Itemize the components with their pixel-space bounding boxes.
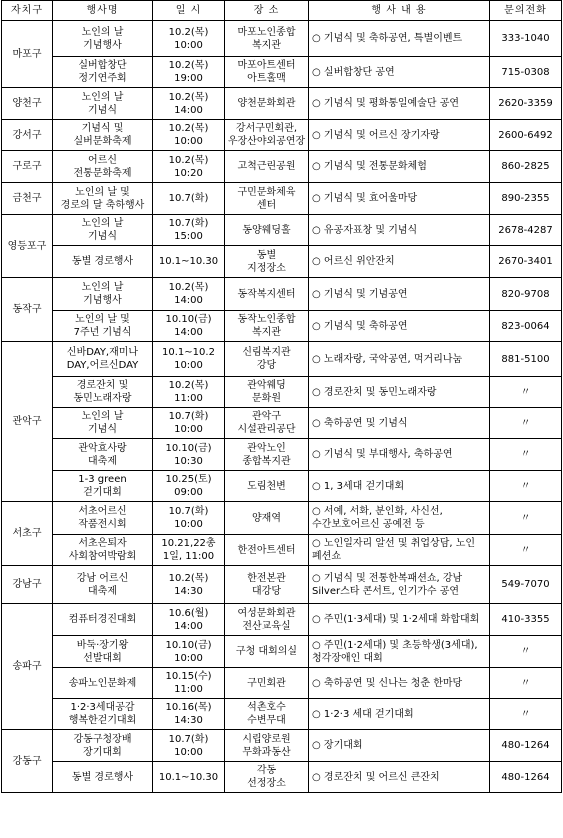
- event-name: 노인의 날 및 경로의 달 축하행사: [53, 183, 153, 215]
- event-datetime: 10.10(금) 10:30: [153, 439, 225, 471]
- event-phone: 480-1264: [490, 762, 562, 793]
- event-datetime: 10.1~10.30: [153, 762, 225, 793]
- event-name: 실버합창단 정기연주회: [53, 57, 153, 88]
- event-name: 1-3 green 걷기대회: [53, 471, 153, 502]
- event-venue: 동작노인종합 복지관: [225, 311, 309, 342]
- table-row: [2, 535, 562, 566]
- event-venue: 마포노인종합 복지관: [225, 21, 309, 57]
- event-phone: 〃: [490, 699, 562, 730]
- event-venue: 한전본관 대강당: [225, 566, 309, 604]
- event-venue: 관악웨딩 문화원: [225, 377, 309, 408]
- district-cell: 마포구: [2, 21, 53, 88]
- district-cell: 관악구: [2, 342, 53, 502]
- event-content: ○ 기념식 및 전통한복패션쇼, 강남 Silver스타 콘서트, 인기가수 공연: [309, 566, 490, 604]
- district-cell: 강서구: [2, 120, 53, 151]
- event-venue: 동작복지센터: [225, 278, 309, 311]
- event-venue: 시립양로원 무화과동산: [225, 730, 309, 762]
- table-row: [2, 762, 562, 793]
- event-content: ○ 유공자표창 및 기념식: [309, 215, 490, 246]
- table-row: [2, 183, 562, 215]
- table-row: [2, 439, 562, 471]
- event-name: 관악효사랑 대축제: [53, 439, 153, 471]
- table-row: [2, 604, 562, 636]
- event-content: ○ 1·2·3 세대 걷기대회: [309, 699, 490, 730]
- event-content: ○ 기념식 및 평화통일예술단 공연: [309, 88, 490, 120]
- event-venue: 고척근린공원: [225, 151, 309, 183]
- event-name: 강동구청장배 장기대회: [53, 730, 153, 762]
- event-phone: 333-1040: [490, 21, 562, 57]
- event-name: 신바DAY,재미나 DAY,어르신DAY: [53, 342, 153, 377]
- event-content: ○ 기념식 및 어르신 장기자랑: [309, 120, 490, 151]
- district-cell: 구로구: [2, 151, 53, 183]
- event-datetime: 10.2(목) 19:00: [153, 57, 225, 88]
- table-row: [2, 151, 562, 183]
- table-row: [2, 246, 562, 278]
- event-content: ○ 경로잔치 및 동민노래자랑: [309, 377, 490, 408]
- event-datetime: 10.2(목) 14:30: [153, 566, 225, 604]
- event-name: 바둑·장기왕 선발대회: [53, 636, 153, 668]
- event-name: 노인의 날 기념행사: [53, 21, 153, 57]
- event-datetime: 10.1~10.2 10:00: [153, 342, 225, 377]
- table-row: [2, 471, 562, 502]
- event-venue: 관악구 시설관리공단: [225, 408, 309, 439]
- event-phone: 2678-4287: [490, 215, 562, 246]
- event-name: 컴퓨터경진대회: [53, 604, 153, 636]
- district-cell: 서초구: [2, 502, 53, 566]
- event-content: ○ 기념식 및 축하공연: [309, 311, 490, 342]
- event-name: 1·2·3세대공감 행복한걷기대회: [53, 699, 153, 730]
- district-cell: 양천구: [2, 88, 53, 120]
- event-venue: 도림천변: [225, 471, 309, 502]
- event-datetime: 10.16(목) 14:30: [153, 699, 225, 730]
- header-event-name: 행사명: [53, 1, 153, 21]
- event-phone: 〃: [490, 502, 562, 535]
- event-phone: 〃: [490, 439, 562, 471]
- table-row: [2, 668, 562, 699]
- event-datetime: 10.7(화) 10:00: [153, 730, 225, 762]
- event-datetime: 10.10(금) 10:00: [153, 636, 225, 668]
- event-datetime: 10.7(화) 10:00: [153, 408, 225, 439]
- event-datetime: 10.2(목) 10:20: [153, 151, 225, 183]
- event-datetime: 10.21,22총 1일, 11:00: [153, 535, 225, 566]
- event-content: ○ 기념식 및 전통문화체험: [309, 151, 490, 183]
- event-name: 노인의 날 기념식: [53, 215, 153, 246]
- event-venue: 마포아트센터 아트홀맥: [225, 57, 309, 88]
- event-name: 송파노인문화제: [53, 668, 153, 699]
- table-row: [2, 566, 562, 604]
- event-datetime: 10.2(목) 11:00: [153, 377, 225, 408]
- event-phone: 〃: [490, 377, 562, 408]
- event-datetime: 10.10(금) 14:00: [153, 311, 225, 342]
- district-cell: 영등포구: [2, 215, 53, 278]
- event-venue: 양천문화회관: [225, 88, 309, 120]
- header-phone: 문의전화: [490, 1, 562, 21]
- event-datetime: 10.15(수) 11:00: [153, 668, 225, 699]
- event-phone: 〃: [490, 535, 562, 566]
- event-content: ○ 서예, 서화, 분인화, 사신선, 수간보호어르신 공예전 등: [309, 502, 490, 535]
- event-datetime: 10.7(화): [153, 183, 225, 215]
- table-row: [2, 57, 562, 88]
- table-row: [2, 21, 562, 57]
- event-content: ○ 어르신 위안잔치: [309, 246, 490, 278]
- event-datetime: 10.2(목) 14:00: [153, 278, 225, 311]
- table-row: [2, 278, 562, 311]
- event-content: ○ 노인일자리 알선 및 취업상담, 노인 폐션쇼: [309, 535, 490, 566]
- event-phone: 2600-6492: [490, 120, 562, 151]
- event-venue: 양재역: [225, 502, 309, 535]
- event-name: 어르신 전통문화축제: [53, 151, 153, 183]
- event-phone: 2620-3359: [490, 88, 562, 120]
- event-datetime: 10.2(목) 14:00: [153, 88, 225, 120]
- event-content: ○ 실버합창단 공연: [309, 57, 490, 88]
- event-datetime: 10.2(목) 10:00: [153, 21, 225, 57]
- event-content: ○ 기념식 및 기념공연: [309, 278, 490, 311]
- event-name: 노인의 날 및 7주년 기념식: [53, 311, 153, 342]
- header-content: 행 사 내 용: [309, 1, 490, 21]
- district-cell: 강남구: [2, 566, 53, 604]
- event-name: 기념식 및 실버문화축제: [53, 120, 153, 151]
- event-content: ○ 주민(1·2세대) 및 초등학생(3세대), 청각장애인 대회: [309, 636, 490, 668]
- event-phone: 〃: [490, 471, 562, 502]
- district-cell: 동작구: [2, 278, 53, 342]
- header-venue: 장 소: [225, 1, 309, 21]
- district-cell: 강동구: [2, 730, 53, 793]
- event-schedule-table: [1, 0, 562, 793]
- event-name: 서초은퇴자 사회참여박람회: [53, 535, 153, 566]
- event-name: 노인의 날 기념식: [53, 88, 153, 120]
- event-venue: 관악노인 종합복지관: [225, 439, 309, 471]
- event-venue: 각동 선정장소: [225, 762, 309, 793]
- event-datetime: 10.25(토) 09:00: [153, 471, 225, 502]
- event-venue: 강서구민회관, 우장산야외공연장: [225, 120, 309, 151]
- event-content: ○ 장기대회: [309, 730, 490, 762]
- event-datetime: 10.2(목) 10:00: [153, 120, 225, 151]
- table-row: [2, 88, 562, 120]
- event-content: ○ 기념식 및 효어울마당: [309, 183, 490, 215]
- event-name: 동별 경로행사: [53, 246, 153, 278]
- table-row: [2, 408, 562, 439]
- event-venue: 구민문화체육 센터: [225, 183, 309, 215]
- event-phone: 2670-3401: [490, 246, 562, 278]
- event-content: ○ 축하공연 및 기념식: [309, 408, 490, 439]
- header-district: 자치구: [2, 1, 53, 21]
- event-phone: 881-5100: [490, 342, 562, 377]
- event-phone: 410-3355: [490, 604, 562, 636]
- event-venue: 신림복지관 강당: [225, 342, 309, 377]
- table-body: [2, 21, 562, 793]
- event-datetime: 10.7(화) 10:00: [153, 502, 225, 535]
- event-phone: 820-9708: [490, 278, 562, 311]
- event-content: ○ 노래자랑, 국악공연, 먹거리나눔: [309, 342, 490, 377]
- header-datetime: 일 시: [153, 1, 225, 21]
- table-header-row: [2, 1, 562, 21]
- event-phone: 549-7070: [490, 566, 562, 604]
- event-venue: 동양웨딩홀: [225, 215, 309, 246]
- event-venue: 동별 지정장소: [225, 246, 309, 278]
- event-content: ○ 1, 3세대 걷기대회: [309, 471, 490, 502]
- event-name: 경로잔치 및 동민노래자랑: [53, 377, 153, 408]
- event-venue: 구민회관: [225, 668, 309, 699]
- event-name: 강남 어르신 대축제: [53, 566, 153, 604]
- event-name: 동별 경로행사: [53, 762, 153, 793]
- event-content: ○ 주민(1·3세대) 및 1·2세대 화합대회: [309, 604, 490, 636]
- event-phone: 480-1264: [490, 730, 562, 762]
- event-name: 서초어르신 작품전시회: [53, 502, 153, 535]
- event-phone: 715-0308: [490, 57, 562, 88]
- event-datetime: 10.7(화) 15:00: [153, 215, 225, 246]
- table-row: [2, 311, 562, 342]
- event-name: 노인의 날 기념행사: [53, 278, 153, 311]
- table-row: [2, 502, 562, 535]
- district-cell: 금천구: [2, 183, 53, 215]
- event-venue: 여성문화회관 전산교육실: [225, 604, 309, 636]
- table-row: [2, 636, 562, 668]
- event-venue: 석촌호수 수변무대: [225, 699, 309, 730]
- event-content: ○ 경로잔치 및 어르신 큰잔치: [309, 762, 490, 793]
- event-phone: 〃: [490, 636, 562, 668]
- event-venue: 구청 대회의실: [225, 636, 309, 668]
- event-venue: 한전아트센터: [225, 535, 309, 566]
- event-phone: 〃: [490, 668, 562, 699]
- event-content: ○ 기념식 및 축하공연, 특별이벤트: [309, 21, 490, 57]
- table-row: [2, 120, 562, 151]
- table-row: [2, 215, 562, 246]
- event-phone: 890-2355: [490, 183, 562, 215]
- table-row: [2, 377, 562, 408]
- event-datetime: 10.6(월) 14:00: [153, 604, 225, 636]
- district-cell: 송파구: [2, 604, 53, 730]
- event-phone: 〃: [490, 408, 562, 439]
- event-content: ○ 축하공연 및 신나는 청춘 한마당: [309, 668, 490, 699]
- event-phone: 823-0064: [490, 311, 562, 342]
- event-content: ○ 기념식 및 부대행사, 축하공연: [309, 439, 490, 471]
- table-row: [2, 342, 562, 377]
- table-row: [2, 730, 562, 762]
- event-name: 노인의 날 기념식: [53, 408, 153, 439]
- event-phone: 860-2825: [490, 151, 562, 183]
- table-row: [2, 699, 562, 730]
- event-datetime: 10.1~10.30: [153, 246, 225, 278]
